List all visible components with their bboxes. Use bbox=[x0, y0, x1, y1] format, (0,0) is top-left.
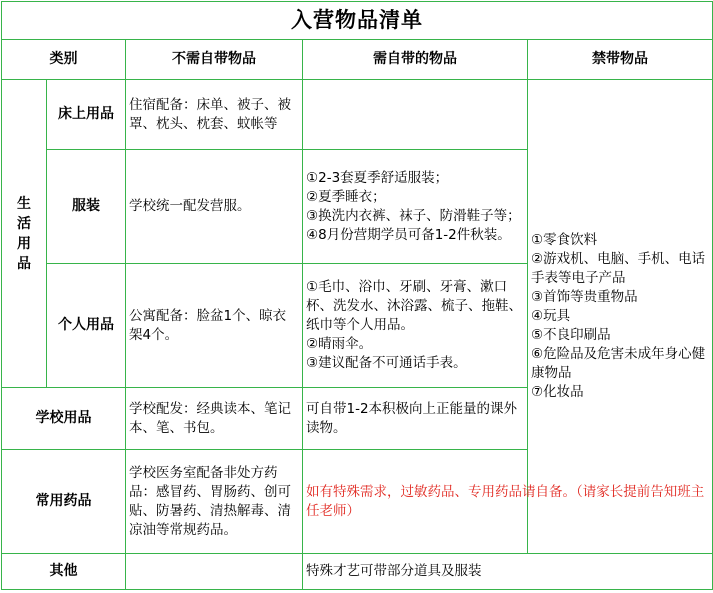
medicine-needed: 如有特殊需求，过敏药品、专用药品请自备。（请家长提前告知班主任老师） bbox=[303, 450, 713, 554]
row-bedding bbox=[2, 80, 713, 150]
clothing-not-needed: 学校统一配发营服。 bbox=[126, 150, 303, 264]
category-school: 学校用品 bbox=[2, 388, 126, 450]
clothing-item: ②夏季睡衣； bbox=[306, 188, 386, 205]
medicine-not-needed: 学校医务室配备非处方药品：感冒药、胃肠药、创可贴、防暑药、清热解毒、清凉油等常规药品。 bbox=[126, 450, 303, 554]
other-needed: 特殊才艺可带部分道具及服装 bbox=[303, 554, 713, 590]
row-medicine bbox=[2, 450, 713, 554]
category-medicine: 常用药品 bbox=[2, 450, 126, 554]
personal-item: ②晴雨伞。 bbox=[306, 336, 373, 352]
clothing-item: ①2-3套夏季舒适服装； bbox=[306, 169, 449, 186]
forbidden-item: ④玩具 bbox=[531, 308, 571, 324]
clothing-item: ④8月份营期学员可备1-2件秋装。 bbox=[306, 226, 511, 243]
bedding-needed bbox=[303, 80, 528, 150]
school-not-needed: 学校配发：经典读本、笔记本、笔、书包。 bbox=[126, 388, 303, 450]
header-needed: 需自带的物品 bbox=[303, 40, 528, 80]
header-row bbox=[2, 40, 713, 80]
row-other bbox=[2, 554, 713, 590]
forbidden-item: ①零食饮料 bbox=[531, 232, 598, 248]
group-living-supplies bbox=[2, 80, 47, 388]
title-row bbox=[2, 2, 713, 40]
category-bedding: 床上用品 bbox=[47, 80, 126, 150]
personal-needed bbox=[303, 264, 528, 388]
forbidden-item: ⑤不良印刷品 bbox=[531, 327, 611, 343]
forbidden-item: ③首饰等贵重物品 bbox=[531, 289, 638, 305]
category-personal: 个人用品 bbox=[47, 264, 126, 388]
other-not-needed bbox=[126, 554, 303, 590]
header-category: 类别 bbox=[2, 40, 126, 80]
table-title: 入营物品清单 bbox=[2, 2, 713, 40]
group-label: 生活用品 bbox=[17, 195, 31, 272]
forbidden-item: ②游戏机、电脑、手机、电话手表等电子产品 bbox=[531, 251, 706, 286]
clothing-needed bbox=[303, 150, 528, 264]
checklist-table bbox=[1, 1, 713, 590]
header-forbidden: 禁带物品 bbox=[528, 40, 713, 80]
personal-item: ①毛巾、浴巾、牙刷、牙膏、漱口杯、洗发水、沐浴露、梳子、拖鞋、纸巾等个人用品。 bbox=[306, 279, 522, 333]
header-not-needed: 不需自带物品 bbox=[126, 40, 303, 80]
forbidden-item: ⑥危险品及危害未成年身心健康物品 bbox=[531, 346, 706, 381]
category-other: 其他 bbox=[2, 554, 126, 590]
bedding-not-needed: 住宿配备：床单、被子、被罩、枕头、枕套、蚊帐等 bbox=[126, 80, 303, 150]
clothing-item: ③换洗内衣裤、袜子、防滑鞋子等； bbox=[306, 207, 521, 224]
school-needed: 可自带1-2本积极向上正能量的课外读物。 bbox=[303, 388, 528, 450]
category-clothing: 服装 bbox=[47, 150, 126, 264]
forbidden-item: ⑦化妆品 bbox=[531, 384, 584, 400]
personal-item: ③建议配备不可通话手表。 bbox=[306, 355, 467, 371]
personal-not-needed: 公寓配备：脸盆1个、晾衣架4个。 bbox=[126, 264, 303, 388]
